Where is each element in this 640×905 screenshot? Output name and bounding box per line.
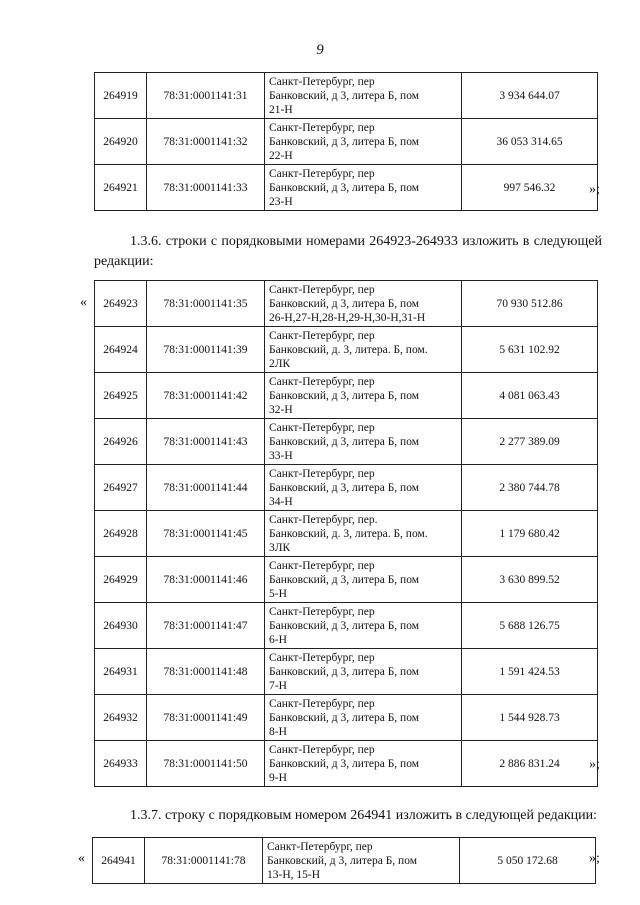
address-line: Санкт-Петербург, пер	[269, 421, 375, 434]
row-number: 264925	[95, 373, 147, 419]
row-number: 264923	[95, 281, 147, 327]
row-number: 264920	[95, 119, 147, 165]
cadastral-value: 2 380 744.78	[462, 465, 598, 511]
cadastral-value: 2 886 831.24	[462, 741, 598, 787]
address-cell	[265, 281, 462, 327]
address-line: Санкт-Петербург, пер	[269, 605, 375, 618]
address-cell	[263, 838, 460, 884]
table-row	[95, 373, 598, 419]
property-table-1	[94, 72, 598, 211]
address-line: Банковский, д 3, литера Б, пом	[269, 89, 420, 102]
cadastral-number: 78:31:0001141:42	[147, 373, 265, 419]
cadastral-value: 1 544 928.73	[462, 695, 598, 741]
address-cell	[265, 741, 462, 787]
address-line: Банковский, д 3, литера Б, пом	[269, 757, 420, 770]
address-line: Санкт-Петербург, пер.	[269, 513, 378, 526]
cadastral-number: 78:31:0001141:48	[147, 649, 265, 695]
cadastral-value: 997 546.32	[462, 165, 598, 211]
address-line: Банковский, д 3, литера Б, пом	[269, 665, 420, 678]
cadastral-number: 78:31:0001141:47	[147, 603, 265, 649]
row-number: 264924	[95, 327, 147, 373]
cadastral-value: 1 179 680.42	[462, 511, 598, 557]
address-line: Банковский, д. 3, литера. Б, пом.	[269, 527, 428, 540]
cadastral-value: 70 930 512.86	[462, 281, 598, 327]
address-line: Санкт-Петербург, пер	[269, 559, 375, 572]
page-number: 9	[316, 42, 324, 58]
address-line: Банковский, д 3, литера Б, пом	[269, 573, 420, 586]
address-line: 21-Н	[269, 103, 293, 116]
cadastral-value: 5 050 172.68	[460, 838, 596, 884]
address-line: Санкт-Петербург, пер	[267, 840, 373, 853]
address-line: Банковский, д 3, литера Б, пом	[269, 619, 420, 632]
address-line: Санкт-Петербург, пер	[269, 75, 375, 88]
row-number: 264926	[95, 419, 147, 465]
opening-quote-2: «	[80, 295, 87, 310]
address-cell	[265, 373, 462, 419]
row-number: 264921	[95, 165, 147, 211]
address-line: 26-Н,27-Н,28-Н,29-Н,30-Н,31-Н	[269, 311, 426, 324]
address-line: 7-Н	[269, 679, 287, 692]
row-number: 264927	[95, 465, 147, 511]
address-cell	[265, 73, 462, 119]
address-line: Банковский, д 3, литера Б, пом	[269, 297, 420, 310]
address-line: 34-Н	[269, 495, 293, 508]
address-line: 33-Н	[269, 449, 293, 462]
address-line: 5-Н	[269, 587, 287, 600]
address-line: 8-Н	[269, 725, 287, 738]
closing-quote-1: »;	[589, 182, 600, 197]
property-table-2	[94, 280, 598, 787]
table-row	[95, 465, 598, 511]
row-number: 264932	[95, 695, 147, 741]
address-line: Санкт-Петербург, пер	[269, 167, 375, 180]
row-number: 264931	[95, 649, 147, 695]
table-row	[95, 695, 598, 741]
cadastral-number: 78:31:0001141:44	[147, 465, 265, 511]
address-cell	[265, 165, 462, 211]
cadastral-value: 3 630 899.52	[462, 557, 598, 603]
address-line: Банковский, д 3, литера Б, пом	[269, 135, 420, 148]
closing-quote-2: »;	[589, 757, 600, 772]
address-line: Санкт-Петербург, пер	[269, 651, 375, 664]
address-line: Санкт-Петербург, пер	[269, 467, 375, 480]
cadastral-value: 3 934 644.07	[462, 73, 598, 119]
table-row	[95, 741, 598, 787]
table-row	[95, 281, 598, 327]
address-line: 32-Н	[269, 403, 293, 416]
closing-quote-3: »;	[589, 851, 600, 866]
address-line: 2ЛК	[269, 357, 291, 370]
cadastral-number: 78:31:0001141:49	[147, 695, 265, 741]
address-cell	[265, 419, 462, 465]
table-row	[95, 557, 598, 603]
cadastral-number: 78:31:0001141:32	[147, 119, 265, 165]
table-row	[95, 511, 598, 557]
address-line: Санкт-Петербург, пер	[269, 329, 375, 342]
table-row	[95, 119, 598, 165]
cadastral-number: 78:31:0001141:35	[147, 281, 265, 327]
address-line: Банковский, д 3, литера Б, пом	[269, 435, 420, 448]
row-number: 264928	[95, 511, 147, 557]
property-table-3	[92, 837, 596, 884]
paragraph-1-3-7: 1.3.7. строку с порядковым номером 264941 изложить в следующей редакции:	[130, 808, 598, 823]
address-line: Санкт-Петербург, пер	[269, 375, 375, 388]
cadastral-number: 78:31:0001141:78	[145, 838, 263, 884]
address-line: 13-Н, 15-Н	[267, 868, 321, 881]
address-cell	[265, 465, 462, 511]
address-line: 23-Н	[269, 195, 293, 208]
address-line: Санкт-Петербург, пер	[269, 283, 375, 296]
opening-quote-3: «	[78, 851, 85, 866]
table-row	[93, 838, 596, 884]
row-number: 264929	[95, 557, 147, 603]
address-line: Санкт-Петербург, пер	[269, 743, 375, 756]
cadastral-number: 78:31:0001141:46	[147, 557, 265, 603]
table-row	[95, 327, 598, 373]
address-line: 6-Н	[269, 633, 287, 646]
address-line: Банковский, д 3, литера Б, пом	[269, 481, 420, 494]
address-line: Санкт-Петербург, пер	[269, 121, 375, 134]
cadastral-number: 78:31:0001141:45	[147, 511, 265, 557]
cadastral-value: 4 081 063.43	[462, 373, 598, 419]
address-cell	[265, 119, 462, 165]
address-line: Банковский, д 3, литера Б, пом	[267, 854, 418, 867]
cadastral-value: 5 631 102.92	[462, 327, 598, 373]
cadastral-value: 36 053 314.65	[462, 119, 598, 165]
address-cell	[265, 695, 462, 741]
cadastral-number: 78:31:0001141:43	[147, 419, 265, 465]
table-row	[95, 165, 598, 211]
address-cell	[265, 649, 462, 695]
address-cell	[265, 603, 462, 649]
cadastral-number: 78:31:0001141:50	[147, 741, 265, 787]
cadastral-value: 5 688 126.75	[462, 603, 598, 649]
table-row	[95, 419, 598, 465]
paragraph-1-3-6: 1.3.6. строки с порядковыми номерами 264923-264933 изложить в следующей редакции:	[94, 234, 602, 269]
table-row	[95, 603, 598, 649]
table-row	[95, 73, 598, 119]
address-line: 22-Н	[269, 149, 293, 162]
address-cell	[265, 557, 462, 603]
table-row	[95, 649, 598, 695]
address-line: Банковский, д 3, литера Б, пом	[269, 389, 420, 402]
address-line: Банковский, д. 3, литера. Б, пом.	[269, 343, 428, 356]
address-line: 3ЛК	[269, 541, 291, 554]
address-cell	[265, 511, 462, 557]
row-number: 264919	[95, 73, 147, 119]
row-number: 264930	[95, 603, 147, 649]
cadastral-number: 78:31:0001141:33	[147, 165, 265, 211]
cadastral-number: 78:31:0001141:39	[147, 327, 265, 373]
row-number: 264933	[95, 741, 147, 787]
cadastral-number: 78:31:0001141:31	[147, 73, 265, 119]
address-line: Санкт-Петербург, пер	[269, 697, 375, 710]
cadastral-value: 2 277 389.09	[462, 419, 598, 465]
cadastral-value: 1 591 424.53	[462, 649, 598, 695]
row-number: 264941	[93, 838, 145, 884]
address-line: Банковский, д 3, литера Б, пом	[269, 181, 420, 194]
address-cell	[265, 327, 462, 373]
address-line: Банковский, д 3, литера Б, пом	[269, 711, 420, 724]
address-line: 9-Н	[269, 771, 287, 784]
